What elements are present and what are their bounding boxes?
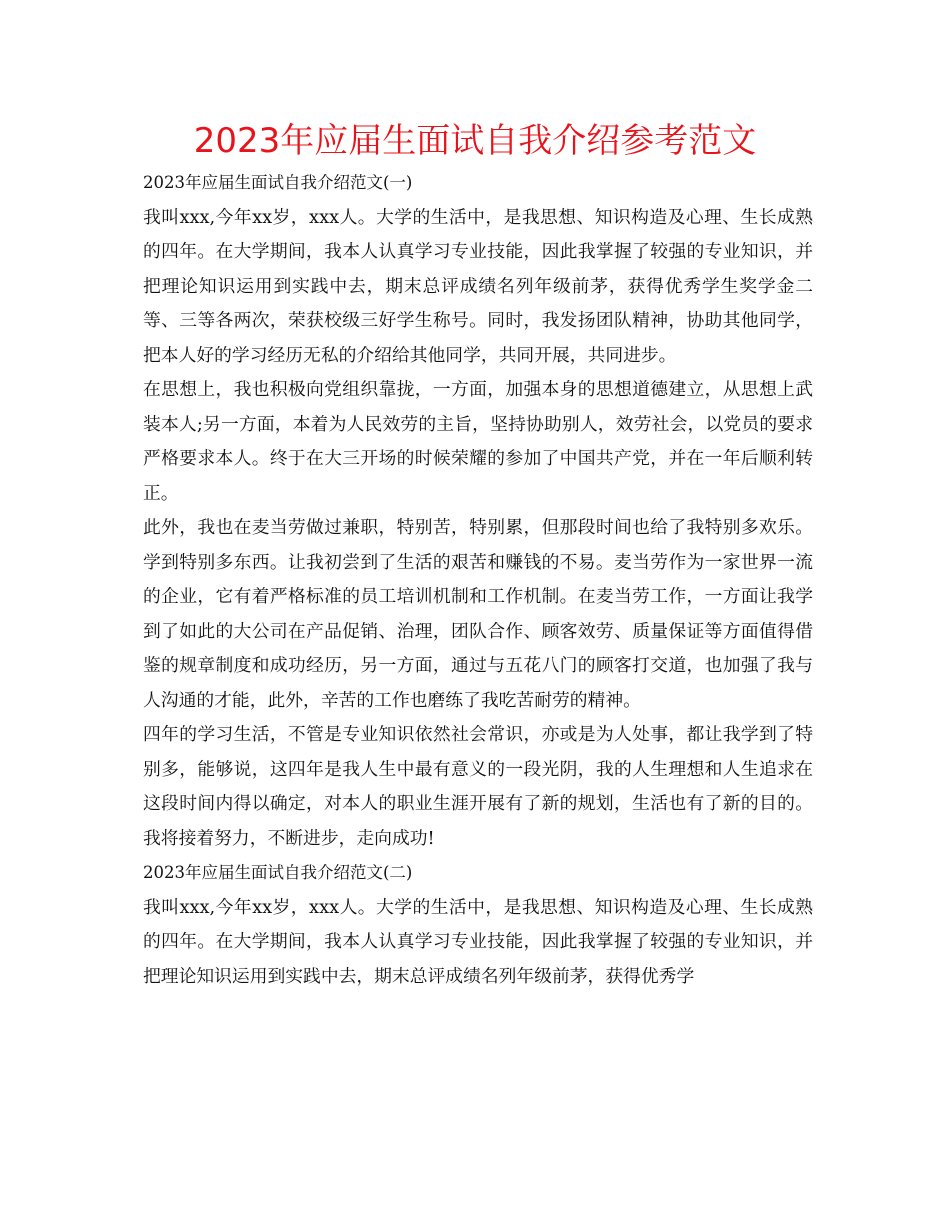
paragraph-2: 在思想上，我也积极向党组织靠拢，一方面，加强本身的思想道德建立，从思想上武装本人;另一方面，本着为人民效劳的主旨，坚持协助别人，效劳社会，以党员的要求严格要求本人。终于在大三开场的时候荣耀的参加了中国共产党，并在一年后顺利转正。 <box>143 379 813 504</box>
document-title: 2023年应届生面试自我介绍参考范文 <box>193 121 757 161</box>
section-heading-1: 2023年应届生面试自我介绍范文(一) <box>143 173 413 192</box>
paragraph-1: 我叫xxx,今年xx岁，xxx人。大学的生活中，是我思想、知识构造及心理、生长成熟的四年。在大学期间，我本人认真学习专业技能，因此我掌握了较强的专业知识，并把理论知识运用到实践中去，期末总评成绩名列年级前茅，获得优秀学生奖学金二等、三等各两次，荣获校级三好学生称号。同时，我发扬团队精神，协助其他同学，把本人好的学习经历无私的介绍给其他同学，共同开展，共同进步。 <box>143 206 813 366</box>
paragraph-3: 此外，我也在麦当劳做过兼职，特别苦，特别累，但那段时间也给了我特别多欢乐。学到特别多东西。让我初尝到了生活的艰苦和赚钱的不易。麦当劳作为一家世界一流的企业，它有着严格标准的员工培训机制和工作机制。在麦当劳工作，一方面让我学到了如此的大公司在产品促销、治理，团队合作、顾客效劳、质量保证等方面值得借鉴的规章制度和成功经历，另一方面，通过与五花八门的顾客打交道，也加强了我与人沟通的才能，此外，辛苦的工作也磨练了我吃苦耐劳的精神。 <box>143 517 813 711</box>
document-body <box>143 166 813 994</box>
paragraph-5: 我叫xxx,今年xx岁，xxx人。大学的生活中，是我思想、知识构造及心理、生长成熟的四年。在大学期间，我本人认真学习专业技能，因此我掌握了较强的专业知识，并把理论知识运用到实践中去，期末总评成绩名列年级前茅，获得优秀学 <box>143 896 813 987</box>
section-heading-2: 2023年应届生面试自我介绍范文(二) <box>143 863 413 882</box>
paragraph-4: 四年的学习生活，不管是专业知识依然社会常识，亦或是为人处事，都让我学到了特别多，能够说，这四年是我人生中最有意义的一段光阴，我的人生理想和人生追求在这段时间内得以确定，对本人的职业生涯开展有了新的规划，生活也有了新的目的。我将接着努力，不断进步，走向成功! <box>143 724 813 849</box>
